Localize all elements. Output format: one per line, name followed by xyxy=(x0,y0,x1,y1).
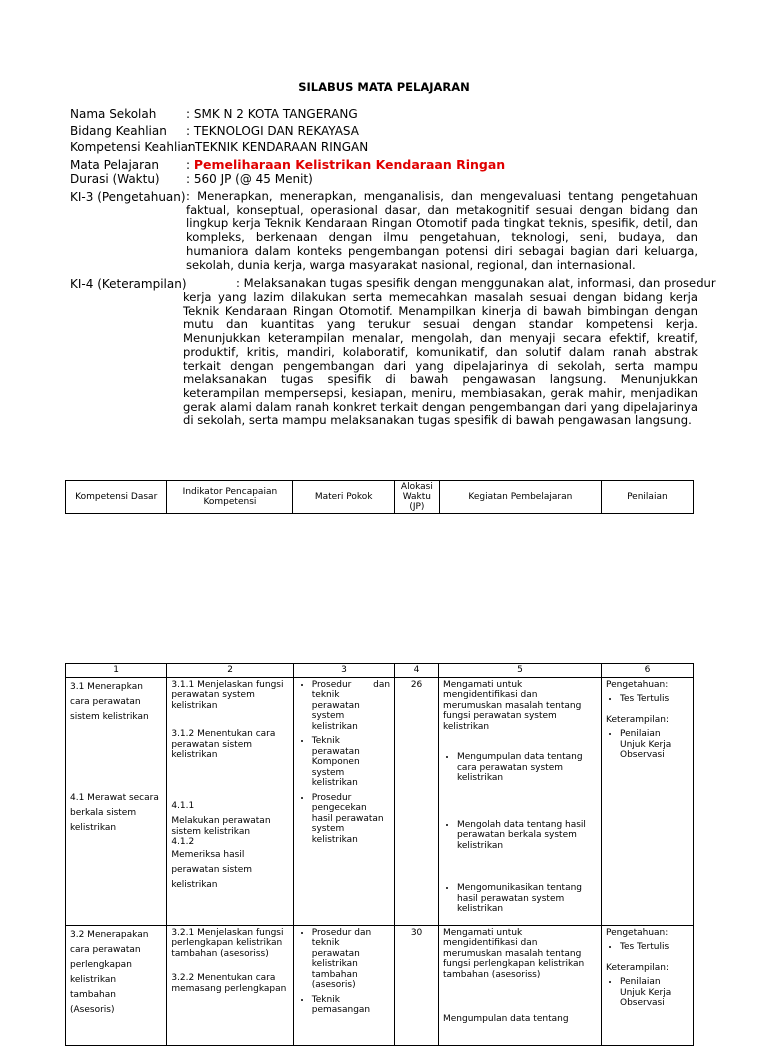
meta-label: Durasi (Waktu) xyxy=(70,172,160,186)
col-number: 3 xyxy=(293,664,394,678)
meta-value: : SMK N 2 KOTA TANGERANG xyxy=(186,107,358,121)
penilaian-label: Pengetahuan: xyxy=(605,927,669,938)
meta-label: Kompetensi Keahlian xyxy=(70,140,196,154)
table-row xyxy=(66,677,694,925)
kegiatan-intro: Mengamati untuk mengidentifikasi dan merumuskan masalah tentang fungsi perawatan system kelistrikan xyxy=(442,679,582,732)
penilaian-list xyxy=(606,729,689,761)
ki3-text: : Menerapkan, menerapkan, menganalisis, dan mengevaluasi tentang pengetahuan faktual, konseptual, operasional dasar, dan metakognitif sesuai dengan bidang dan lingkup kerja Teknik Kendaraan Ringan Otomotif pada tingkat teknis, spesifik, detil, dan kompleks, berkenaan dengan ilmu pengetahuan, teknologi, seni, budaya, dan humaniora dalam konteks pengembangan potensi diri sebagai bagian dari keluarga, sekolah, dunia kerja, warga masyarakat nasional, regional, dan internasional. xyxy=(186,189,698,272)
indikator-item: 4.1.2 xyxy=(171,837,195,847)
syllabus-body-table xyxy=(65,663,694,1046)
indikator-item: 3.2.1 Menjelaskan fungsi perlengkapan kelistrikan tambahan (asesoriss) xyxy=(171,927,284,959)
kd-item: 3.1 Menerapkan cara perawatan sistem kelistrikan xyxy=(70,681,149,722)
list-item: • Mengolah data tentang hasil perawatan berkala system kelistrikan xyxy=(457,820,597,852)
penilaian-list xyxy=(606,942,689,953)
ki3-label-text: KI-3 (Pengetahuan) xyxy=(70,190,186,204)
list-item: • Penilaian Unjuk Kerja Observasi xyxy=(620,729,689,761)
list-item: • Mengumpulan data tentang cara perawatan system kelistrikan xyxy=(457,752,597,784)
list-item: • Tes Tertulis xyxy=(620,694,689,705)
indikator-item: 4.1.1 xyxy=(171,800,195,811)
col-number: 5 xyxy=(438,664,601,678)
table-row xyxy=(66,925,694,1045)
jp-value: 26 xyxy=(395,677,439,925)
penilaian-label: Pengetahuan: xyxy=(605,679,669,690)
penilaian-label: Keterampilan: xyxy=(605,962,669,973)
kd-item: 3.2 Menerapakan cara perawatan perlengkapan kelistrikan tambahan (Asesoris) xyxy=(70,929,149,1015)
materi-list xyxy=(298,928,390,1016)
kd-item: 4.1 Merawat secara berkala sistem kelistrikan xyxy=(70,792,159,833)
jp-value: 30 xyxy=(395,925,439,1045)
indikator-item: Memeriksa hasil perawatan sistem kelistrikan xyxy=(171,849,253,890)
col-alokasi: Alokasi Waktu (JP) xyxy=(394,481,439,514)
penilaian-label: Keterampilan: xyxy=(605,714,669,725)
list-item: • Penilaian Unjuk Kerja Observasi xyxy=(620,977,689,1009)
syllabus-header-table xyxy=(65,480,694,514)
document-title: SILABUS MATA PELAJARAN xyxy=(298,80,470,94)
subject-name: Pemeliharaan Kelistrikan Kendaraan Ringan xyxy=(193,157,506,172)
ki4-text: kerja yang lazim dilakukan serta memecahkan masalah sesuai dengan bidang kerja Teknik Kendaraan Ringan Otomotif. Menampilkan kinerja di bawah bimbingan dengan mutu dan kuantitas yang terukur sesuai dengan standar kompetensi kerja. Menunjukkan keterampilan menalar, mengolah, dan menyaji secara efektif, kreatif, produktif, kritis, mandiri, kolaboratif, komunikatif, dan solutif dalam ranah abstrak terkait dengan pengembangan dari yang dipelajarinya di sekolah, serta mampu melaksanakan tugas spesifik di bawah pengawasan langsung. Menunjukkan keterampilan mempersepsi, kesiapan, meniru, membiasakan, gerak mahir, menjadikan gerak alami dalam ranah konkret terkait dengan pengembangan dari yang dipelajarinya di sekolah, serta mampu melaksanakan tugas spesifik di bawah pengawasan langsung. xyxy=(183,290,698,428)
meta-label: Bidang Keahlian xyxy=(70,124,167,138)
penilaian-list xyxy=(606,694,689,705)
indikator-item: Melakukan perawatan sistem kelistrikan xyxy=(171,816,271,837)
col-number: 4 xyxy=(395,664,439,678)
list-item: • Tes Tertulis xyxy=(620,942,689,953)
col-penilaian: Penilaian xyxy=(601,481,693,514)
meta-colon: : xyxy=(186,158,194,172)
materi-list xyxy=(298,680,390,846)
meta-value: : 560 JP (@ 45 Menit) xyxy=(186,172,313,186)
col-kegiatan: Kegiatan Pembelajaran xyxy=(439,481,601,514)
col-indikator: Indikator Pencapaian Kompetensi xyxy=(167,481,293,514)
list-item: • Prosedur pengecekan hasil perawatan system kelistrikan xyxy=(312,793,390,846)
kegiatan-item: Mengumpulan data tentang xyxy=(442,1014,569,1024)
col-number: 1 xyxy=(66,664,167,678)
indikator-item: 3.1.1 Menjelaskan fungsi perawatan system kelistrikan xyxy=(171,679,284,711)
list-item: • Prosedur dan teknik perawatan system kelistrikan xyxy=(312,680,390,733)
indikator-item: 3.1.2 Menentukan cara perawatan sistem kelistrikan xyxy=(171,729,276,760)
col-number: 2 xyxy=(167,664,293,678)
meta-value: : TEKNIK KENDARAAN RINGAN xyxy=(187,140,369,154)
col-materi: Materi Pokok xyxy=(293,481,394,514)
col-kompetensi-dasar: Kompetensi Dasar xyxy=(66,481,167,514)
meta-label: Nama Sekolah xyxy=(70,107,157,121)
list-item: • Teknik pemasangan xyxy=(312,995,390,1016)
indikator-item: 3.2.2 Menentukan cara memasang perlengkapan xyxy=(171,973,287,994)
kegiatan-intro: Mengamati untuk mengidentifikasi dan merumuskan masalah tentang fungsi perlengkapan kelistrikan tambahan (asesoriss) xyxy=(442,927,585,980)
list-item: • Prosedur dan teknik perawatan kelistrikan tambahan (asesoris) xyxy=(312,928,390,991)
penilaian-list xyxy=(606,977,689,1009)
ki4-text-first: : Melaksanakan tugas spesifik dengan menggunakan alat, informasi, dan prosedur xyxy=(236,276,716,290)
meta-label: Mata Pelajaran xyxy=(70,158,160,172)
meta-value: : TEKNOLOGI DAN REKAYASA xyxy=(186,124,359,138)
list-item: • Teknik perawatan Komponen system kelistrikan xyxy=(312,736,390,789)
kegiatan-list xyxy=(443,752,597,915)
col-number: 6 xyxy=(601,664,693,678)
ki4-label-text: KI-4 (Keterampilan) xyxy=(70,277,187,291)
list-item: • Mengomunikasikan tentang hasil perawatan system kelistrikan xyxy=(457,883,597,915)
